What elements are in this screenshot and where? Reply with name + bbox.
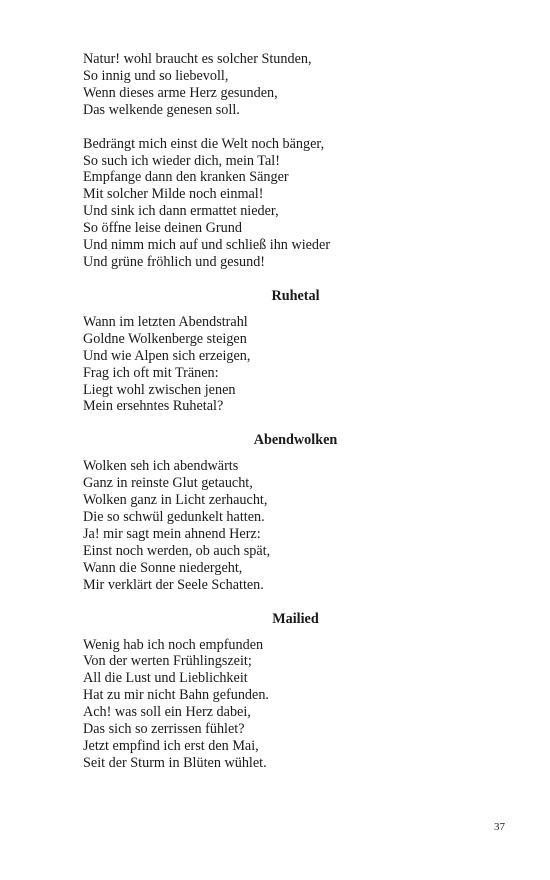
verse-line: Mir verklärt der Seele Schatten.	[83, 576, 264, 593]
section-gap	[83, 415, 513, 432]
verse-line: Wann die Sonne niedergeht,	[83, 559, 243, 576]
section-gap	[83, 594, 513, 611]
verse-line: Von der werten Frühlingszeit;	[83, 653, 252, 670]
verse-line: Wolken seh ich abendwärts	[83, 458, 239, 475]
poem-mailied	[83, 637, 513, 772]
title-gap	[83, 305, 513, 314]
verse-line: Liegt wohl zwischen jenen	[83, 381, 236, 398]
section-gap	[83, 271, 513, 288]
verse-line: Frag ich oft mit Tränen:	[83, 364, 219, 381]
verse-line: Das welkende genesen soll.	[83, 101, 240, 118]
verse-line: Und sink ich dann ermattet nieder,	[83, 203, 279, 220]
verse-line: Goldne Wolkenberge steigen	[83, 330, 247, 347]
verse-line: Ja! mir sagt mein ahnend Herz:	[83, 525, 261, 542]
verse-line: Empfange dann den kranken Sänger	[83, 169, 289, 186]
verse-line: Wenn dieses arme Herz gesunden,	[83, 84, 278, 101]
verse-line: Und grüne fröhlich und gesund!	[83, 253, 266, 270]
verse-line: Jetzt empfind ich erst den Mai,	[83, 738, 259, 754]
continued-poem-stanza-2	[83, 136, 513, 271]
verse-line: Einst noch werden, ob auch spät,	[83, 542, 271, 559]
verse-line: All die Lust und Lieblichkeit	[83, 670, 248, 687]
verse-line: Wolken ganz in Licht zerhaucht,	[83, 492, 268, 509]
verse-line: Wann im letzten Abendstrahl	[83, 313, 248, 330]
verse-line: Hat zu mir nicht Bahn gefunden.	[83, 687, 269, 704]
verse-line: Mein ersehntes Ruhetal?	[83, 398, 224, 415]
title-gap	[83, 449, 513, 458]
continued-poem-stanza-1	[83, 51, 513, 119]
poem-text-block	[83, 51, 513, 772]
poem-ruhetal	[83, 314, 513, 415]
poem-abendwolken	[83, 458, 513, 593]
verse-line: Und wie Alpen sich erzeigen,	[83, 347, 251, 364]
verse-line: Natur! wohl braucht es solcher Stunden,	[83, 51, 312, 67]
poem-title-ruhetal: Ruhetal	[271, 287, 320, 304]
verse-line: So such ich wieder dich, mein Tal!	[83, 152, 280, 169]
verse-line: Seit der Sturm in Blüten wühlet.	[83, 754, 267, 771]
verse-line: Die so schwül gedunkelt hatten.	[83, 509, 265, 526]
verse-line: Bedrängt mich einst die Welt noch bänger,	[83, 135, 325, 152]
poem-title-mailied: Mailied	[272, 610, 319, 627]
stanza-gap	[83, 119, 513, 136]
verse-line: Ganz in reinste Glut getaucht,	[83, 475, 253, 492]
verse-line: Das sich so zerrissen fühlet?	[83, 721, 245, 738]
verse-line: So öffne leise deinen Grund	[83, 220, 242, 237]
poem-title-abendwolken: Abendwolken	[253, 432, 338, 449]
verse-line: Und nimm mich auf und schließ ihn wieder	[83, 237, 331, 254]
page-number: 37	[494, 821, 505, 833]
verse-line: Ach! was soll ein Herz dabei,	[83, 704, 251, 721]
verse-line: Mit solcher Milde noch einmal!	[83, 186, 264, 203]
verse-line: So innig und so liebevoll,	[83, 67, 229, 84]
verse-line: Wenig hab ich noch empfunden	[83, 636, 264, 653]
title-gap	[83, 628, 513, 637]
